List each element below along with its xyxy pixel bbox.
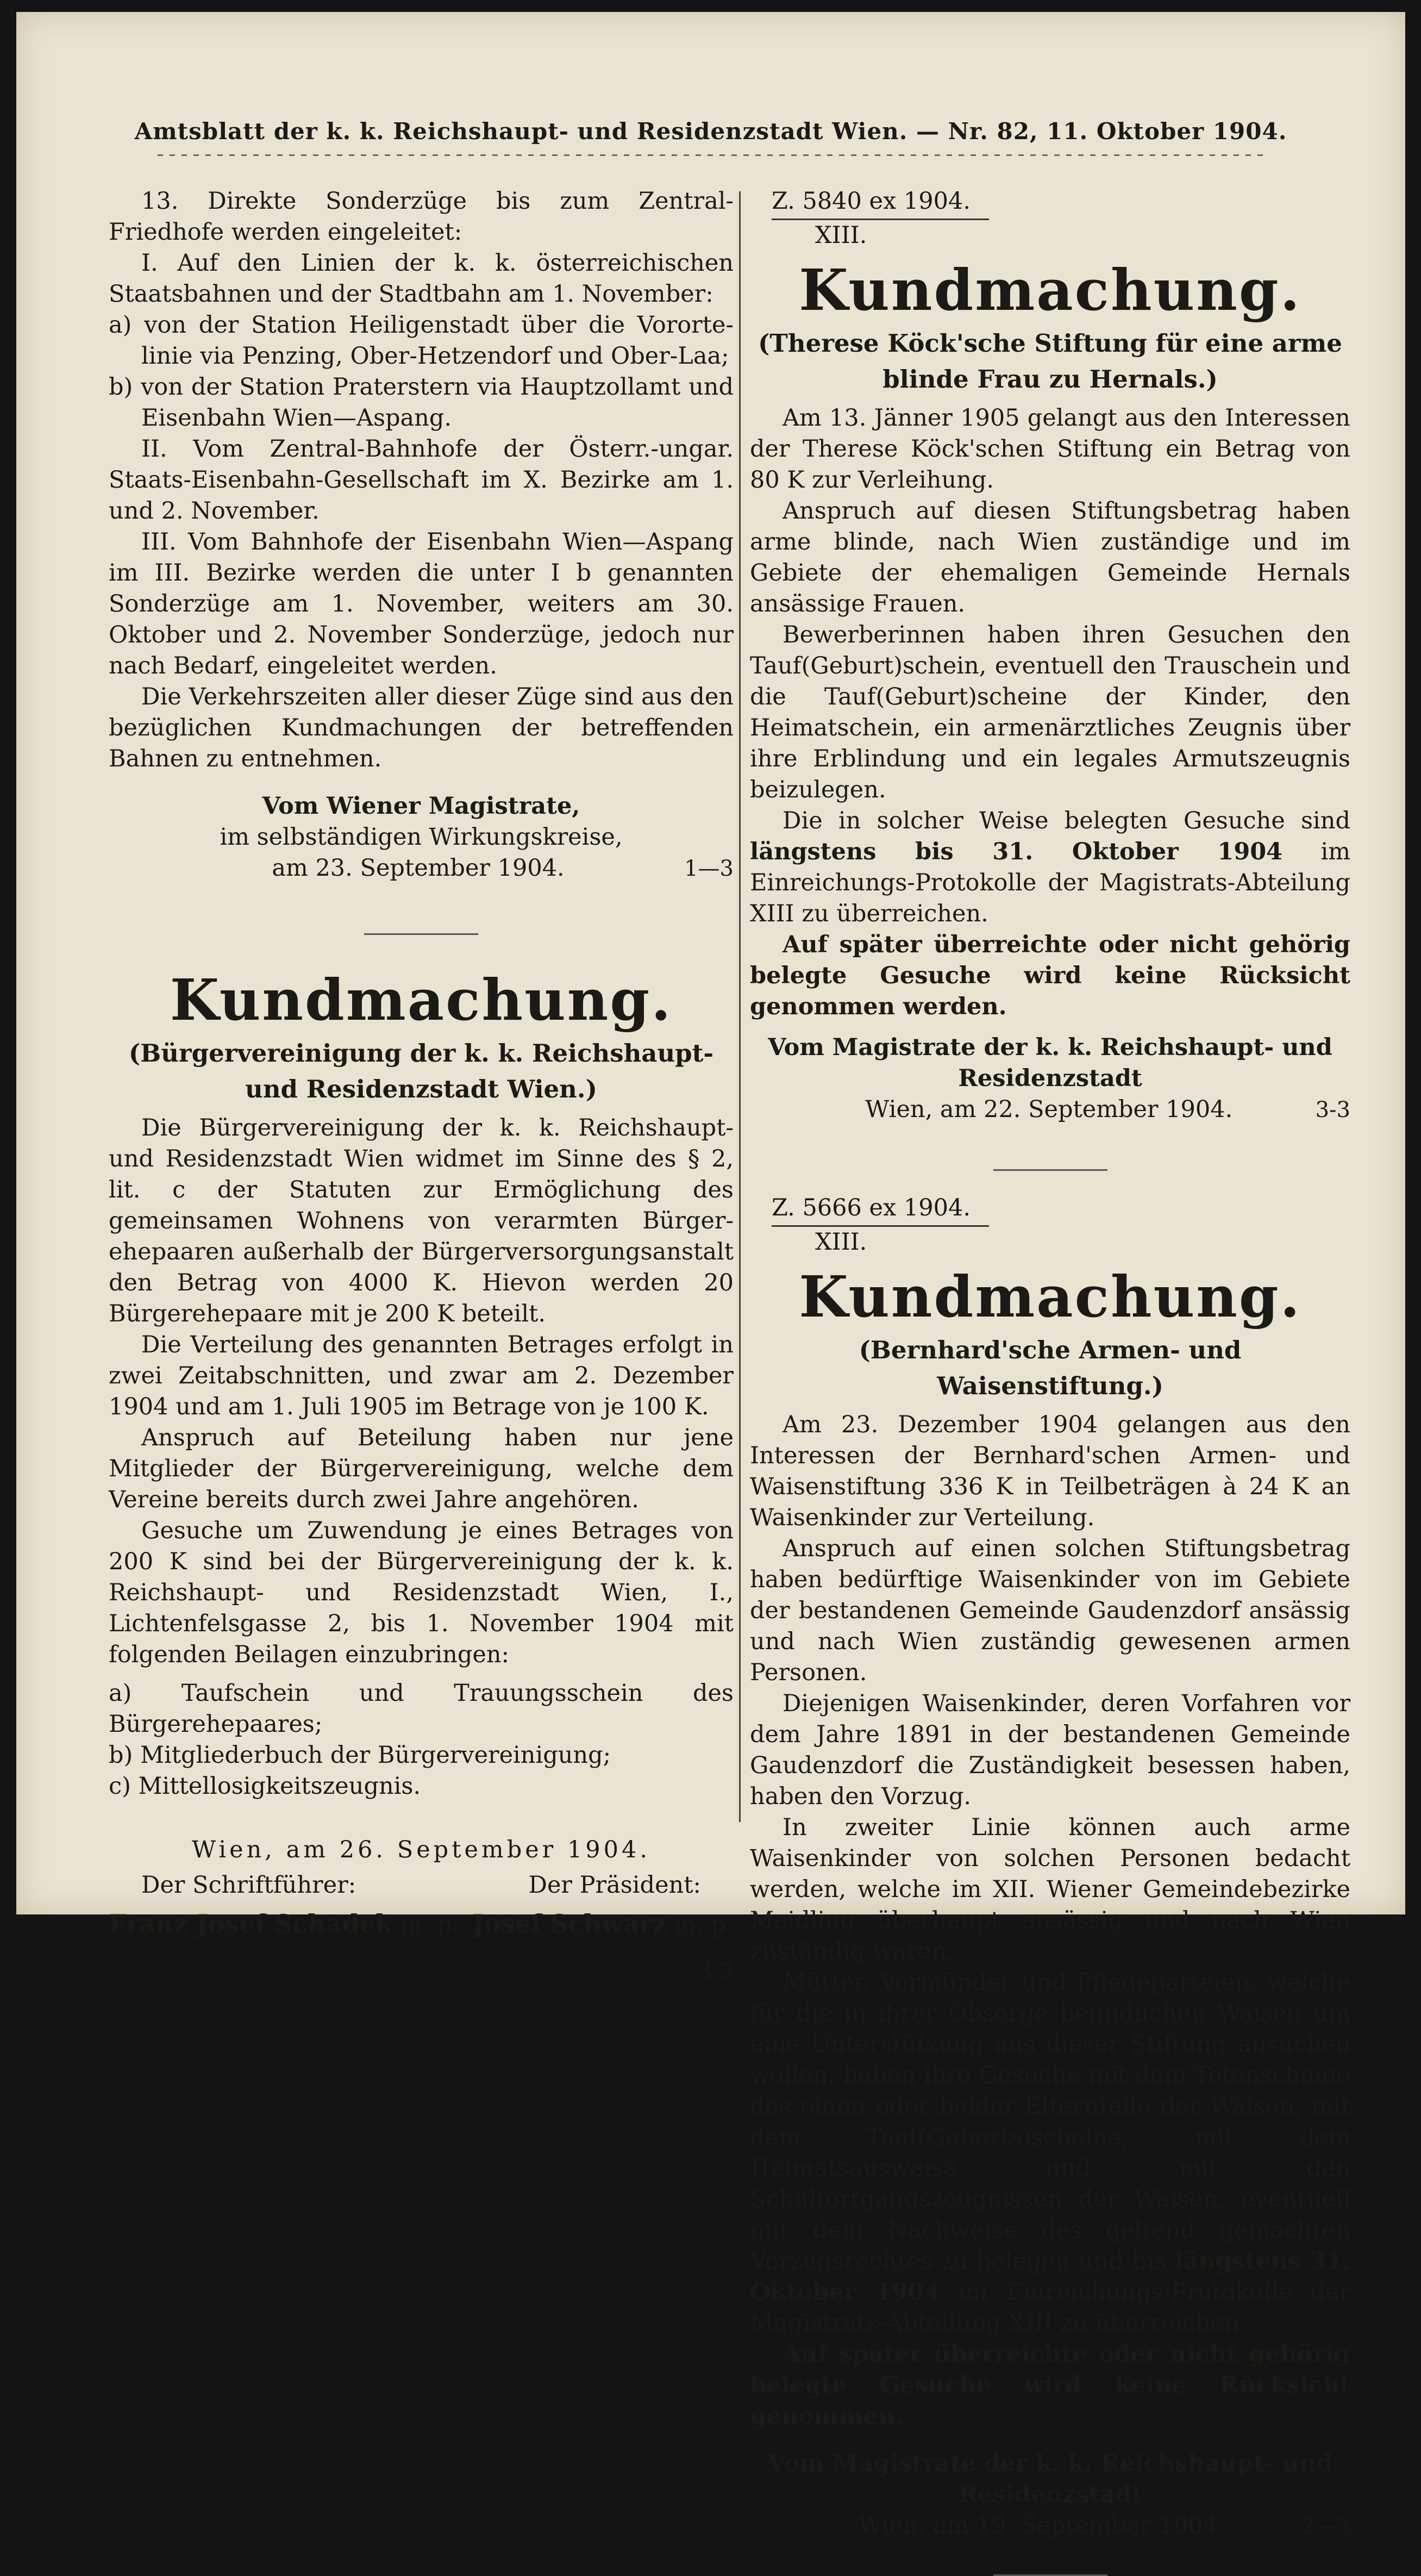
signature-block-1 — [109, 791, 734, 884]
issue-number: 2—3 — [1301, 2513, 1350, 2538]
item-a: a) von der Station Heiligenstadt über die Vorortelinie via Penzing, Ober-Hetzendorf und Ober-Laa; — [109, 311, 734, 370]
paragraph: In zweiter Linie können auch arme Waisenkinder von solchen Personen bedacht werden, welche im XII. Wiener Gemeindebezirke Meidling überhaupt ansässig und nach Wien zuständig waren. — [750, 1814, 1350, 1965]
signature-line-2: Wien, am 22. September 1904. — [865, 1096, 1233, 1123]
announcement-subtitle: (Bernhard'sche Armen- und Waisenstiftung.) — [859, 1336, 1242, 1400]
mp-suffix: m. p. — [400, 1911, 460, 1938]
issue-number: 3-3 — [1315, 1097, 1350, 1122]
announcement-subtitle: (Therese Köck'sche Stiftung für eine arme blinde Frau zu Hernals.) — [758, 329, 1342, 394]
paragraph: Am 13. Jänner 1905 gelangt aus den Interessen der Therese Köck'schen Stiftung ein Betrag von 80 K zur Verleihung. — [750, 404, 1350, 494]
issue-number: 3-3 — [698, 1960, 734, 1985]
paragraph: Diejenigen Waisenkinder, deren Vorfahren vor dem Jahre 1891 in der bestandenen Gemeinde Gaudenzdorf die Zuständigkeit besessen haben, haben den Vorzug. — [750, 1690, 1350, 1810]
reference-number: Z. 5666 ex 1904. — [772, 1193, 989, 1227]
department-number: XIII. — [815, 1228, 867, 1256]
attachment-c: c) Mittellosigkeitszeugnis. — [109, 1773, 421, 1800]
item-b: b) von der Station Praterstern via Hauptzollamt und Eisenbahn Wien—Aspang. — [109, 373, 734, 432]
announcement-subtitle: (Bürgervereinigung der k. k. Reichshaupt- und Residenzstadt Wien.) — [128, 1039, 714, 1103]
column-divider — [739, 191, 741, 1822]
section-rule — [993, 1169, 1107, 1171]
paragraph: Die Verteilung des genannten Betrages erfolgt in zwei Zeitabschnitten, und zwar am 2. Dezember 1904 und am 1. Juli 1905 im Betrage von je 100 K. — [109, 1331, 734, 1420]
attachment-b: b) Mitgliederbuch der Bürgervereinigung; — [109, 1742, 611, 1769]
deadline: längstens bis 31. Oktober 1904 — [750, 838, 1283, 865]
signature-line-1: Vom Magistrate der k. k. Reichshaupt- und Residenzstadt — [768, 2450, 1332, 2508]
signature-line-2: Wien, am 19. September 1904. — [858, 2512, 1226, 2539]
signature-line-3: am 23. September 1904. — [272, 854, 565, 882]
reference-number: Z. 5840 ex 1904. — [772, 186, 989, 220]
notice-paragraph: Auf später überreichte oder nicht gehörig belegte Gesuche wird keine Rücksicht genommen. — [750, 2341, 1350, 2430]
role-secretary: Der Schriftführer: — [141, 1872, 356, 1899]
role-president: Der Präsident: — [528, 1872, 701, 1899]
place-date: Wien, am 26. September 1904. — [191, 1836, 651, 1863]
paragraph: Anspruch auf Beteilung haben nur jene Mitglieder der Bürgervereinigung, welche dem Vereine bereits durch zwei Jahre angehören. — [109, 1424, 734, 1513]
item-III: III. Vom Bahnhofe der Eisenbahn Wien—Aspang im III. Bezirke werden die unter I b genannten Sonderzüge am 1. November, weiters am 30. Oktober und 2. November Sonderzüge, jedoch nur nach Bedarf, eingeleitet werden. — [109, 528, 734, 679]
signature-block — [750, 1032, 1350, 1126]
announcement-title: Kundmachung. — [799, 257, 1301, 323]
signature-block — [750, 2448, 1350, 2542]
item-I: I. Auf den Linien der k. k. österreichischen Staatsbahnen und der Stadtbahn am 1. November: — [109, 250, 734, 308]
paragraph: Die Bürgervereinigung der k. k. Reichshaupt- und Residenzstadt Wien widmet im Sinne des § 2, lit. c der Statuten zur Ermöglichung des gemeinsamen Wohnens von verarmten Bürgerehepaaren außerhalb der Bürgerversorgungsanstalt den Betrag von 4000 K. Hievon werden 20 Bürgerehepaare mit je 200 K beteilt. — [109, 1114, 734, 1327]
announcement-title: Kundmachung. — [799, 1263, 1301, 1330]
signature-line-1: Vom Magistrate der k. k. Reichshaupt- und Residenzstadt — [768, 1034, 1332, 1092]
header-rule — [158, 154, 1266, 156]
paragraph: Bewerberinnen haben ihren Gesuchen den Tauf(Geburt)schein, eventuell den Trauschein und die Tauf(Geburt)scheine der Kinder, den Heimatschein, ein armenärztliches Zeugnis über ihre Erblindung und ein legales Armutszeugnis beizulegen. — [750, 621, 1350, 803]
document-page — [16, 12, 1405, 2539]
attachment-a: a) Taufschein und Trauungsschein des Bürgerehepaares; — [109, 1680, 734, 1738]
right-column — [750, 186, 1350, 2576]
signature-line-2: im selbständigen Wirkungskreise, — [220, 824, 623, 851]
deadline: längstens 31. Oktober 1904 — [750, 2248, 1350, 2306]
department-number: XIII. — [815, 222, 867, 249]
signature-line-1: Vom Wiener Magistrate, — [262, 793, 580, 820]
paragraph-13: 13. Direkte Sonderzüge bis zum Zentral-Friedhofe werden eingeleitet: — [109, 188, 734, 246]
page-header: Amtsblatt der k. k. Reichshaupt- und Residenzstadt Wien. — Nr. 82, 11. Oktober 1904. — [134, 118, 1287, 145]
issue-number: 1—3 — [684, 856, 734, 881]
signatory-secretary: Franz Josef Schadek — [109, 1909, 393, 1938]
left-column — [109, 186, 734, 1988]
paragraph: Am 23. Dezember 1904 gelangen aus den Interessen der Bernhard'schen Armen- und Waisenstiftung 336 K in Teilbeträgen à 24 K an Waisenkinder zur Verteilung. — [750, 1411, 1350, 1531]
paragraph: Mütter, Vormünder und Pflegeparteien, welche für die in ihrer Obsorge befindlichen Waisen um eine Unterstützung aus dieser Stiftung ansuchen wollen, haben ihre Gesuche mit dem Totenscheine des einen oder beider Elternteile der Waisen, mit dem Tauf(Geburts)scheine, mit dem Heimatsausweise und mit den Schulfortgangszeugnissen der Waisen, eventuell mit dem Nachweise des geltend gemachten Vorzugsrechtes zu belegen und bis längstens 31. Oktober 1904 im Einreichungs-Protokolle der Magistrats-Abteilung XIII zu überreichen. — [750, 1969, 1350, 2337]
signatory-president: Josef Schwarz — [472, 1909, 667, 1938]
section-rule — [364, 933, 478, 935]
paragraph: Anspruch auf einen solchen Stiftungsbetrag haben bedürftige Waisenkinder von im Gebiete der bestandenen Gemeinde Gaudenzdorf ansässig und nach Wien zuständig gewesenen armen Personen. — [750, 1535, 1350, 1686]
announcement-title: Kundmachung. — [170, 966, 673, 1033]
paragraph: Die in solcher Weise belegten Gesuche sind längstens bis 31. Oktober 1904 im Einreichungs-Protokolle der Magistrats-Abteilung XIII zu überreichen. — [750, 807, 1350, 927]
notice-paragraph: Auf später überreichte oder nicht gehörig belegte Gesuche wird keine Rücksicht genommen werden. — [750, 931, 1350, 1020]
paragraph: Gesuche um Zuwendung je eines Betrages von 200 K sind bei der Bürgervereinigung der k. k. Reichshaupt- und Residenzstadt Wien, I., Lichtenfelsgasse 2, bis 1. November 1904 mit folgenden Beilagen einzubringen: — [109, 1517, 734, 1668]
paragraph: Anspruch auf diesen Stiftungsbetrag haben arme blinde, nach Wien zuständige und im Gebiete der ehemaligen Gemeinde Hernals ansässige Frauen. — [750, 497, 1350, 618]
paragraph-times: Die Verkehrszeiten aller dieser Züge sind aus den bezüglichen Kundmachungen der betreffenden Bahnen zu entnehmen. — [109, 683, 734, 772]
item-II: II. Vom Zentral-Bahnhofe der Österr.-ungar. Staats-Eisenbahn-Gesellschaft im X. Bezirke am 1. und 2. November. — [109, 435, 734, 525]
mp-suffix: m. p. — [674, 1911, 734, 1938]
